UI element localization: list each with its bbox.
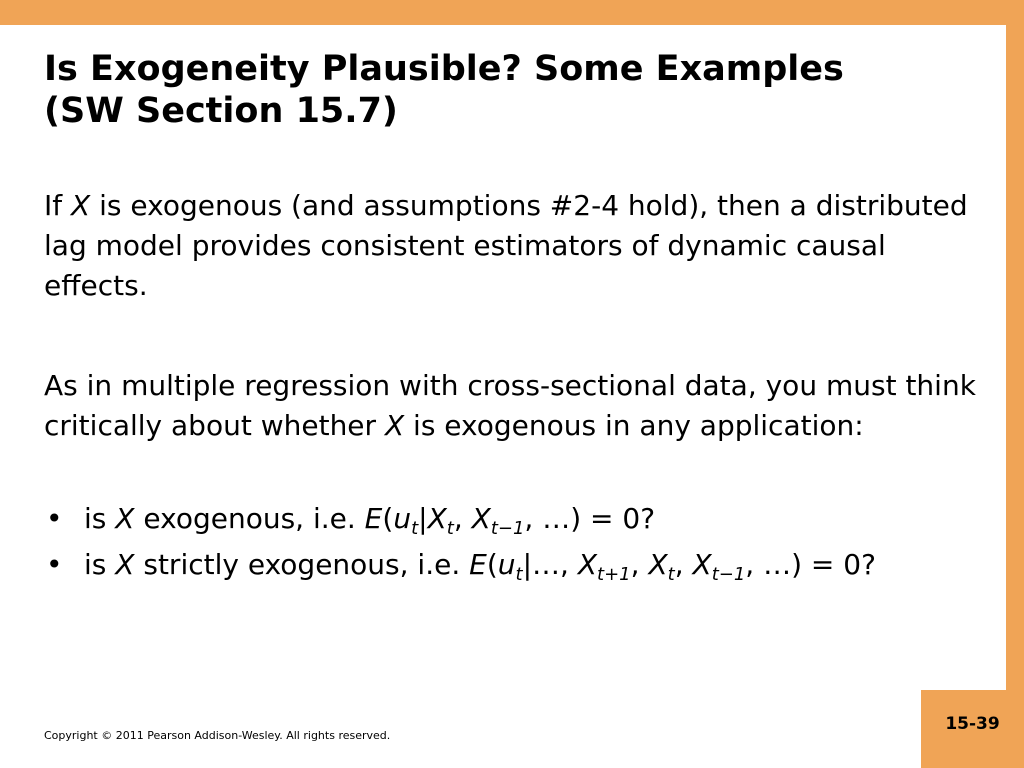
b2-e: E xyxy=(469,548,487,581)
page-number: 15-39 xyxy=(945,714,1000,734)
b1-comma: , xyxy=(453,502,472,535)
b1-is: is xyxy=(84,502,116,535)
b2-u: u xyxy=(497,548,516,581)
b2-sub-tp1: t+1 xyxy=(597,564,631,585)
para1-rest: is exogenous (and assumptions #2-4 hold), then a distributed lag model provides consistent estimators of dynamic causal effects. xyxy=(44,189,968,302)
b1-x2: X xyxy=(427,502,447,535)
para2-start: As in multiple regression with cross-sectional data, you must think critically about whether xyxy=(44,369,976,442)
b1-e: E xyxy=(364,502,383,535)
paragraph-multiple-regression xyxy=(44,366,979,446)
b2-x: X xyxy=(115,548,135,581)
bullet-list xyxy=(44,499,964,591)
bullet-exogenous xyxy=(44,499,964,539)
title-line-1: Is Exogeneity Plausible? Some Examples xyxy=(44,49,844,89)
slide-title xyxy=(44,48,984,132)
b1-x: X xyxy=(115,502,135,535)
para2-x: X xyxy=(384,409,405,442)
b2-sub-t: t xyxy=(515,564,523,585)
bullet-dot: • xyxy=(46,502,63,535)
title-line-2: (SW Section 15.7) xyxy=(44,91,398,131)
b2-xc: X xyxy=(692,548,712,581)
bullet-strictly-exogenous xyxy=(44,545,964,585)
b1-sub-tm1: t−1 xyxy=(490,518,525,539)
copyright-footer: Copyright © 2011 Pearson Addison-Wesley. All rights reserved. xyxy=(44,729,391,742)
b1-sub-t: t xyxy=(411,518,419,539)
b2-xa: X xyxy=(577,548,598,581)
b1-mid: exogenous, i.e. xyxy=(134,502,365,535)
para1-if: If xyxy=(44,189,72,222)
b1-u: u xyxy=(393,502,412,535)
b2-open: ( xyxy=(486,548,498,581)
b2-is: is xyxy=(84,548,116,581)
b2-sub-tm1: t−1 xyxy=(711,564,746,585)
b1-bar: | xyxy=(418,502,428,535)
b2-sub-tb: t xyxy=(667,564,675,585)
b2-c1: , xyxy=(630,548,649,581)
b1-x3: X xyxy=(471,502,491,535)
b1-open: ( xyxy=(382,502,394,535)
b2-tail: , …) = 0? xyxy=(745,548,876,581)
paragraph-exogenous xyxy=(44,186,979,306)
bullet-dot: • xyxy=(46,548,63,581)
b2-c2: , xyxy=(674,548,693,581)
b2-xb: X xyxy=(648,548,668,581)
para1-x: X xyxy=(71,189,91,222)
b1-sub-t2: t xyxy=(446,518,454,539)
para2-end: is exogenous in any application: xyxy=(404,409,864,442)
b1-tail: , …) = 0? xyxy=(524,502,656,535)
b2-bar-ellipsis: |…, xyxy=(522,548,578,581)
b2-mid: strictly exogenous, i.e. xyxy=(134,548,470,581)
